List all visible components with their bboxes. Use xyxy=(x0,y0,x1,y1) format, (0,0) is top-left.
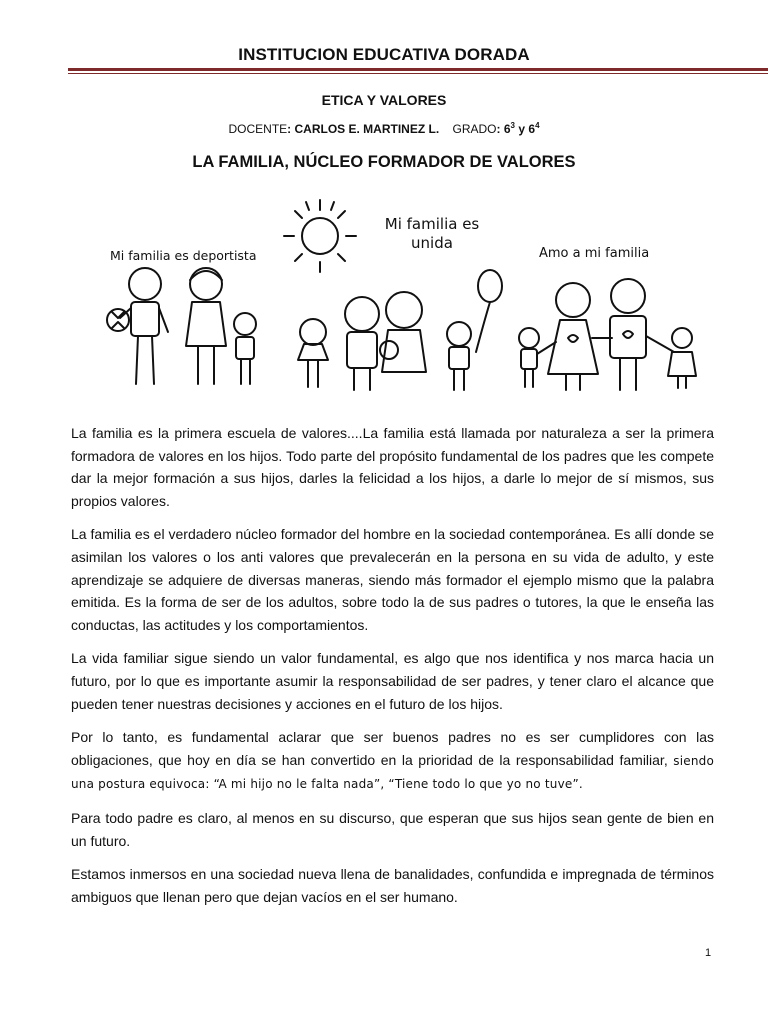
docente-label: DOCENTE xyxy=(228,122,288,136)
paragraph-1: La familia es la primera escuela de valores....La familia está llamada por naturaleza a ser la primera formadora de valores en los hijos. Todo parte del propósito fundamental de los padres que les compete dar la mejor formación a sus hijos, darles la felicidad a los hijos, a darle lo mejor de sí mismos, sus propios valores. xyxy=(71,425,714,509)
paragraph-3: La vida familiar sigue siendo un valor fundamental, es algo que nos identifica y nos marca hacia un futuro, por lo que es importante asumir la responsabilidad de ser padres, y tener claro el alcance que pueden tener nuestras decisiones y acciones en el futuro de los hijos. xyxy=(71,650,714,712)
caption-love: Amo a mi familia xyxy=(539,246,650,261)
grade-a: 6 xyxy=(503,122,511,136)
docente-name: : CARLOS E. MARTINEZ L. xyxy=(287,122,440,136)
grade-b-sup: 4 xyxy=(535,121,540,130)
paragraph-4-quote: siendo una postura equivoca: “A mi hijo no le falta nada”, “Tiene todo lo que yo no tuve”. xyxy=(71,753,714,792)
grade-and: y xyxy=(518,122,526,136)
grado-colon: : xyxy=(496,122,501,136)
family-illustration xyxy=(98,192,710,402)
caption-united-2: unida xyxy=(411,234,453,252)
united-family-icon xyxy=(298,270,502,390)
body-text xyxy=(71,422,714,919)
paragraph-4-main: Por lo tanto, es fundamental aclarar que ser buenos padres no es ser cumplidores con las obligaciones, que hoy en día se han convertido en la prioridad de la responsabilidad familiar, xyxy=(71,729,714,768)
paragraph-5: Para todo padre es claro, al menos en su discurso, que esperan que sus hijos sean gente de bien en un futuro. xyxy=(71,809,714,849)
grade-a-sup: 3 xyxy=(510,121,515,130)
caption-sporty: Mi familia es deportista xyxy=(110,248,257,263)
sun-icon xyxy=(284,200,356,272)
paragraph-2: La familia es el verdadero núcleo formador del hombre en la sociedad contemporánea. Es allí donde se asimilan los valores o los anti valores que prevalecerán en la persona en su vida de adulto, y este aprendizaje se adquiere de diversas maneras, siendo más formador el ejemplo mismo que la palabra emitida. Es la forma de ser de los adultos, sobre todo la de sus padres o tutores, la que le enseña las conductas, las actitudes y los comportamientos. xyxy=(71,526,714,633)
header-rule-thin xyxy=(68,73,768,74)
grado-label: GRADO xyxy=(452,122,497,136)
header-rule-thick xyxy=(68,68,768,71)
page-number: 1 xyxy=(705,947,712,959)
loving-family-icon xyxy=(519,279,696,390)
paragraph-6: Estamos inmersos en una sociedad nueva llena de banalidades, confundida e impregnada de términos ambiguos que llenan pero que dejan vacíos en el ser humano. xyxy=(71,866,714,905)
subject-title: ETICA Y VALORES xyxy=(321,92,447,108)
paragraph-4 xyxy=(71,726,714,796)
school-name: INSTITUCION EDUCATIVA DORADA xyxy=(238,45,530,64)
sporty-family-icon xyxy=(107,268,256,384)
caption-united-1: Mi familia es xyxy=(384,215,480,233)
document-title: LA FAMILIA, NÚCLEO FORMADOR DE VALORES xyxy=(192,153,576,171)
grade-b: 6 xyxy=(528,122,536,136)
teacher-grade-line xyxy=(0,121,768,136)
